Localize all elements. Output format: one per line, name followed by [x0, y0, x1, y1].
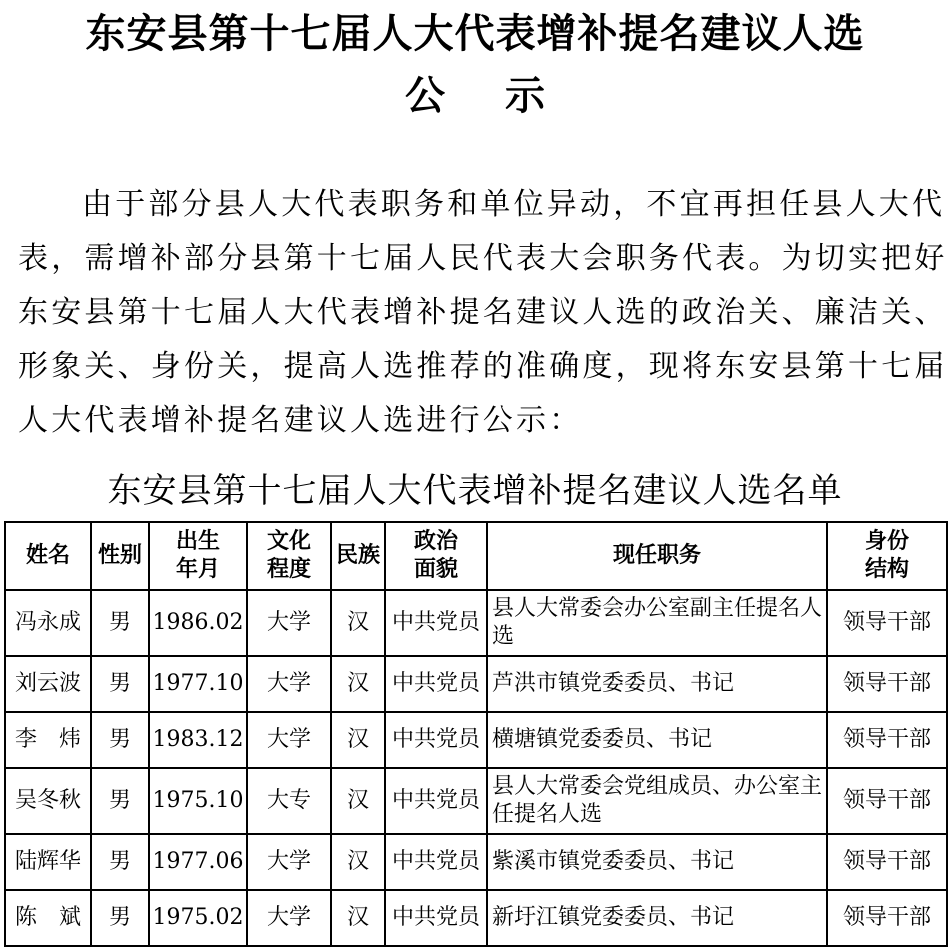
- cell-party: 中共党员: [385, 656, 487, 712]
- cell-identity: 领导干部: [827, 590, 947, 656]
- cell-duty: 新圩江镇党委委员、书记: [487, 890, 827, 946]
- cell-gender: 男: [91, 890, 149, 946]
- header-identity: [827, 522, 947, 590]
- header-party-line1: 政治: [413, 529, 458, 554]
- cell-birth: 1975.10: [149, 768, 247, 834]
- header-edu-line2: 程度: [266, 557, 311, 582]
- header-edu-line1: 文化: [266, 529, 311, 554]
- cell-birth: 1986.02: [149, 590, 247, 656]
- cell-education: 大学: [247, 590, 331, 656]
- header-birth-line2: 年月: [175, 557, 220, 582]
- cell-name: 吴冬秋: [5, 768, 91, 834]
- cell-party: 中共党员: [385, 890, 487, 946]
- cell-education: 大学: [247, 834, 331, 890]
- document-subtitle: 公示: [405, 73, 605, 119]
- header-gender: 性别: [91, 522, 149, 590]
- cell-name: 冯永成: [5, 590, 91, 656]
- document-title: 东安县第十七届人大代表增补提名建议人选: [85, 11, 865, 57]
- header-identity-line1: 身份: [864, 529, 909, 554]
- cell-identity: 领导干部: [827, 712, 947, 768]
- cell-duty: 县人大常委会党组成员、办公室主任提名人选: [487, 768, 827, 834]
- cell-name: 陆辉华: [5, 834, 91, 890]
- cell-ethnicity: 汉: [331, 656, 385, 712]
- cell-gender: 男: [91, 834, 149, 890]
- cell-education: 大学: [247, 712, 331, 768]
- header-duty: 现任职务: [487, 522, 827, 590]
- cell-birth: 1977.06: [149, 834, 247, 890]
- intro-paragraph: 由于部分县人大代表职务和单位异动，不宜再担任县人大代表，需增补部分县第十七届人民代表大会职务代表。为切实把好东安县第十七届人大代表增补提名建议人选的政治关、廉洁关、形象关、身份关，提高人选推荐的准确度，现将东安县第十七届人大代表增补提名建议人选进行公示：: [18, 187, 948, 438]
- table-row: [5, 890, 947, 946]
- header-birth-line1: 出生: [175, 529, 220, 554]
- cell-gender: 男: [91, 712, 149, 768]
- table-title: 东安县第十七届人大代表增补提名建议人选名单: [107, 471, 843, 511]
- cell-ethnicity: 汉: [331, 590, 385, 656]
- table-row: [5, 656, 947, 712]
- header-identity-line2: 结构: [864, 557, 909, 582]
- cell-duty: 芦洪市镇党委委员、书记: [487, 656, 827, 712]
- table-row: [5, 712, 947, 768]
- cell-duty: 县人大常委会办公室副主任提名人选: [487, 590, 827, 656]
- cell-identity: 领导干部: [827, 890, 947, 946]
- cell-birth: 1983.12: [149, 712, 247, 768]
- cell-gender: 男: [91, 768, 149, 834]
- cell-birth: 1977.10: [149, 656, 247, 712]
- cell-identity: 领导干部: [827, 834, 947, 890]
- cell-ethnicity: 汉: [331, 834, 385, 890]
- cell-ethnicity: 汉: [331, 768, 385, 834]
- cell-education: 大学: [247, 890, 331, 946]
- cell-education: 大学: [247, 656, 331, 712]
- cell-education: 大专: [247, 768, 331, 834]
- header-education: [247, 522, 331, 590]
- cell-party: 中共党员: [385, 590, 487, 656]
- table-row: [5, 590, 947, 656]
- cell-party: 中共党员: [385, 712, 487, 768]
- cell-duty: 紫溪市镇党委委员、书记: [487, 834, 827, 890]
- header-ethnicity: 民族: [331, 522, 385, 590]
- cell-gender: 男: [91, 590, 149, 656]
- candidate-table: [4, 521, 948, 947]
- table-row: [5, 768, 947, 834]
- cell-party: 中共党员: [385, 768, 487, 834]
- cell-identity: 领导干部: [827, 768, 947, 834]
- table-row: [5, 834, 947, 890]
- cell-duty: 横塘镇党委委员、书记: [487, 712, 827, 768]
- header-party-line2: 面貌: [413, 557, 458, 582]
- cell-gender: 男: [91, 656, 149, 712]
- cell-ethnicity: 汉: [331, 890, 385, 946]
- cell-name: 陈 斌: [5, 890, 91, 946]
- table-header-row: [5, 522, 947, 590]
- header-party: [385, 522, 487, 590]
- cell-party: 中共党员: [385, 834, 487, 890]
- cell-name: 李 炜: [5, 712, 91, 768]
- header-name: 姓名: [5, 522, 91, 590]
- cell-identity: 领导干部: [827, 656, 947, 712]
- header-birth: [149, 522, 247, 590]
- cell-birth: 1975.02: [149, 890, 247, 946]
- cell-ethnicity: 汉: [331, 712, 385, 768]
- cell-name: 刘云波: [5, 656, 91, 712]
